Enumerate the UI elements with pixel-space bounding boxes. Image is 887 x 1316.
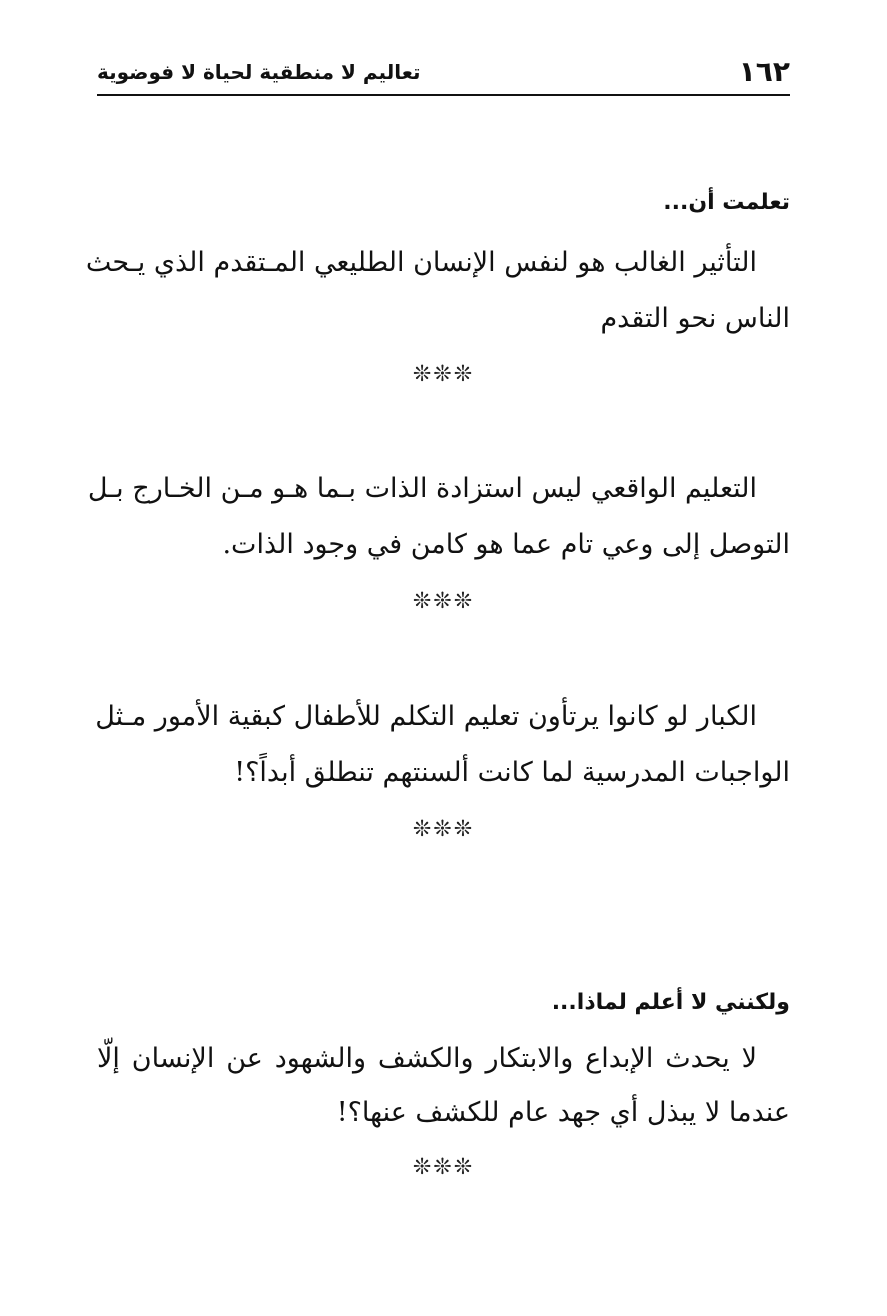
section-heading-learned: تعلمت أن... <box>663 190 790 215</box>
asterisk-separator: ❊❊❊ <box>412 817 475 842</box>
paragraph-line: لا يحدث الإبداع والابتكار والكشف والشهود عن الإنسان إلّا <box>97 1043 757 1074</box>
paragraph-line: التأثير الغالب هو لنفس الإنسان الطليعي المـتقدم الذي يـحث <box>85 247 757 278</box>
paragraph-line: التوصل إلى وعي تام عما هو كامن في وجود الذات. <box>222 529 790 560</box>
paragraph-line: الواجبات المدرسية لما كانت ألسنتهم تنطلق أبداً؟! <box>234 757 790 788</box>
book-title: تعاليم لا منطقية لحياة لا فوضوية <box>97 60 421 84</box>
section-heading-dont-know: ولكنني لا أعلم لماذا... <box>551 990 790 1015</box>
page-number: ١٦٢ <box>738 55 790 88</box>
paragraph-line: التعليم الواقعي ليس استزادة الذات بـما هـو مـن الخـارج بـل <box>87 473 757 504</box>
paragraph-line: الكبار لو كانوا يرتأون تعليم التكلم للأطفال كبقية الأمور مـثل <box>95 701 757 732</box>
paragraph-line: عندما لا يبذل أي جهد عام للكشف عنها؟! <box>336 1097 790 1128</box>
asterisk-separator: ❊❊❊ <box>412 1155 475 1180</box>
paragraph-line: الناس نحو التقدم <box>600 303 790 334</box>
asterisk-separator: ❊❊❊ <box>412 589 475 614</box>
asterisk-separator: ❊❊❊ <box>412 362 475 387</box>
running-header <box>97 54 790 96</box>
